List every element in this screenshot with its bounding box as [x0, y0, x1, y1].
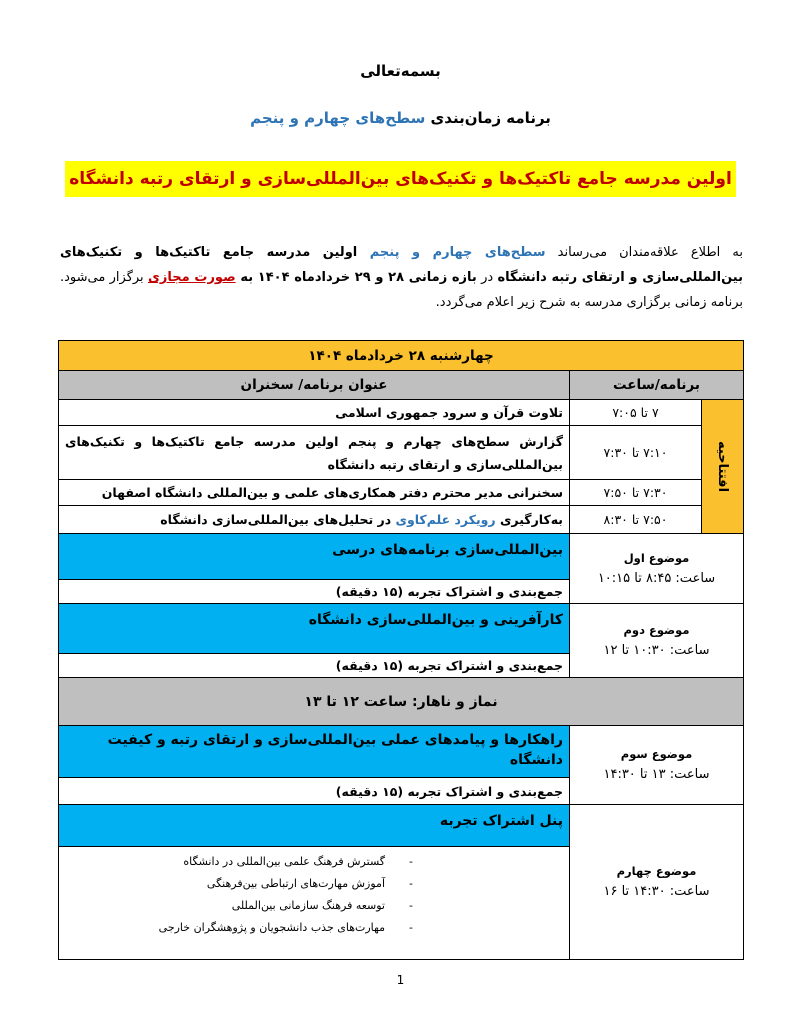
topic4-title-cell [59, 805, 570, 847]
intro-paragraph [60, 240, 743, 315]
table-row [59, 426, 744, 480]
banner-wrap [0, 161, 801, 197]
intro-school-name: اولین مدرسه جامع تاکتیک‌ها و تکنیک‌های بین‌المللی‌سازی و ارتقای رتبه دانشگاه [60, 245, 743, 285]
topic2-title: کارآفرینی و بین‌المللی‌سازی دانشگاه [308, 612, 563, 628]
topic2-note: جمع‌بندی و اشتراک تجربه (۱۵ دقیقه) [59, 654, 570, 678]
intro-text-4: برگزار می‌شود. برنامه زمانی برگزاری مدرسه به شرح زیر اعلام می‌گردد. [60, 270, 743, 310]
intro-virtual: صورت مجازی [147, 270, 236, 285]
topic4-title: پنل اشتراک تجربه [439, 813, 563, 829]
topic2-info [570, 604, 744, 678]
table-row [59, 805, 744, 847]
opening-time-2: ۷:۱۰ تا ۷:۳۰ [570, 426, 702, 480]
topic4-time: ساعت: ۱۴:۳۰ تا ۱۶ [603, 884, 710, 899]
day-header: چهارشنبه ۲۸ خردادماه ۱۴۰۴ [59, 341, 744, 371]
topic1-title: بین‌المللی‌سازی برنامه‌های درسی [332, 542, 563, 558]
break-label: نماز و ناهار: ساعت ۱۲ تا ۱۳ [59, 678, 744, 726]
opening-title-1: تلاوت قرآن و سرود جمهوری اسلامی [59, 400, 570, 426]
intro-levels: سطح‌های چهارم و پنجم [369, 245, 546, 260]
day-header-row [59, 341, 744, 371]
list-item-text: آموزش مهارت‌های ارتباطی بین‌فرهنگی [206, 877, 385, 890]
schedule-table [58, 340, 744, 960]
opening-time-3: ۷:۳۰ تا ۷:۵۰ [570, 480, 702, 506]
panel-topic-list [65, 851, 563, 939]
intro-text-3: به [235, 270, 258, 285]
topic2-title-cell [59, 604, 570, 654]
opening-title-4 [59, 506, 570, 534]
opening-title-4-c: در تحلیل‌های بین‌المللی‌سازی دانشگاه [160, 512, 396, 527]
table-row [59, 534, 744, 580]
break-row [59, 678, 744, 726]
subtitle-highlight: سطح‌های چهارم و پنجم [250, 109, 426, 127]
list-item-text: مهارت‌های جذب دانشجویان و پژوهشگران خارجی [158, 921, 385, 934]
document-subtitle [0, 109, 801, 127]
topic4-items-cell [59, 847, 570, 960]
topic1-time: ساعت: ۸:۴۵ تا ۱۰:۱۵ [597, 570, 716, 586]
page-number: 1 [396, 973, 405, 987]
intro-text-1: به اطلاع علاقه‌مندان می‌رساند [545, 245, 743, 260]
table-row [59, 400, 744, 426]
opening-title-2: گزارش سطح‌های چهارم و پنجم اولین مدرسه جامع تاکتیک‌ها و تکنیک‌های بین‌المللی‌سازی و ارتقای رتبه دانشگاه [59, 426, 570, 480]
column-header-row [59, 371, 744, 400]
col-header-time: برنامه/ساعت [570, 371, 744, 400]
table-row [59, 604, 744, 654]
table-row [59, 506, 744, 534]
topic3-info [570, 726, 744, 805]
list-item: -مهارت‌های جذب دانشجویان و پژوهشگران خارجی [158, 921, 413, 934]
list-item-text: توسعه فرهنگ سازمانی بین‌المللی [231, 899, 385, 912]
col-header-title: عنوان برنامه/ سخنران [59, 371, 570, 400]
topic3-time: ساعت: ۱۳ تا ۱۴:۳۰ [603, 767, 710, 782]
topic1-note: جمع‌بندی و اشتراک تجربه (۱۵ دقیقه) [59, 580, 570, 604]
list-item: -گسترش فرهنگ علمی بین‌المللی در دانشگاه [183, 855, 413, 868]
intro-text-2: در [476, 270, 498, 285]
list-item: -آموزش مهارت‌های ارتباطی بین‌فرهنگی [206, 877, 413, 890]
topic4-label: موضوع چهارم [616, 864, 697, 878]
topic3-note: جمع‌بندی و اشتراک تجربه (۱۵ دقیقه) [59, 778, 570, 805]
basmala: بسمه‌تعالی [360, 62, 441, 80]
opening-title-4-a: به‌کارگیری [495, 512, 563, 527]
topic3-label: موضوع سوم [620, 747, 693, 761]
school-title-banner: اولین مدرسه جامع تاکتیک‌ها و تکنیک‌های بین‌المللی‌سازی و ارتقای رتبه دانشگاه [65, 161, 736, 197]
list-item: -توسعه فرهنگ سازمانی بین‌المللی [231, 899, 413, 912]
topic1-title-cell [59, 534, 570, 580]
table-row [59, 480, 744, 506]
topic2-time: ساعت: ۱۰:۳۰ تا ۱۲ [603, 642, 710, 658]
opening-time-1: ۷ تا ۷:۰۵ [570, 400, 702, 426]
subtitle-prefix: برنامه زمان‌بندی [425, 109, 551, 127]
topic2-label: موضوع دوم [623, 622, 690, 637]
topic4-info [570, 805, 744, 960]
topic3-title: راهکارها و پیامدهای عملی بین‌المللی‌سازی و ارتقای رتبه و کیفیت دانشگاه [107, 732, 563, 768]
topic1-info [570, 534, 744, 604]
opening-title-3: سخنرانی مدیر محترم دفتر همکاری‌های علمی و بین‌المللی دانشگاه اصفهان [59, 480, 570, 506]
opening-label: افتتاحیه [715, 440, 730, 493]
opening-time-4: ۷:۵۰ تا ۸:۳۰ [570, 506, 702, 534]
intro-date-range: بازه زمانی ۲۸ و ۲۹ خردادماه ۱۴۰۴ [257, 270, 477, 285]
list-item-text: گسترش فرهنگ علمی بین‌المللی در دانشگاه [183, 855, 385, 868]
opening-title-4-highlight: رویکرد علم‌کاوی [395, 512, 496, 527]
opening-cell [702, 400, 744, 534]
topic3-title-cell [59, 726, 570, 778]
topic1-label: موضوع اول [623, 550, 690, 565]
table-row [59, 726, 744, 778]
